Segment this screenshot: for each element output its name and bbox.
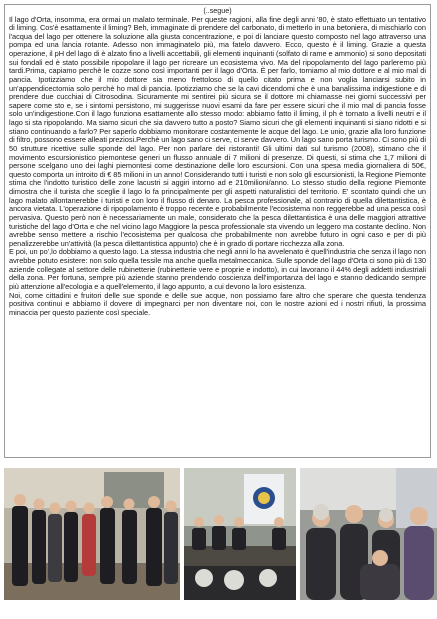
- audience-photo: [300, 468, 437, 600]
- conference-panel-photo: [184, 468, 296, 600]
- article-text-frame: [4, 4, 431, 458]
- article-body: Il lago d'Orta, insomma, era ormai un malato terminale. Per queste ragioni, alla fine degli anni '80, è stato effettuato un tentativo di liming. Cos'è esattamente il liming? Beh, immaginate di prendere del carbonato, di metterlo in una betoniera, di mischiarlo con l'acqua del lago per ottenere la soluzione alla giusta concentrazione, e poi di lanciare questo composto nel lago attraverso una pompa ed una lancia rotante. Adesso non immaginatelo più, ma fatelo davvero. Ecco, questo è il liming. Grazie a questa operazione, il pH del lago di è alzato fino a livelli accettabili, gli elementi inquinanti (solfato di rame e ammonio) si sono depositati sui fondali ed è stato possibile ripopolare il lago per ricreare un ecosistema vivo. Ma del ripopolamento del lago parleremo più tardi.Prima, capiamo perchè le cozze sono così importanti per il lago d'Orta. È per farlo, torniamo al mio dottore e al mio mal di pancia. Ipotizziamo che il mio dottore sia meno frettoloso di quello citato prima e non voglia lanciarsi subito in un'appendicectomia solo perchè ho mal di pancia. Ipotizziamo che se la cavi dicendomi che è una banalissima indigestione e di prendere due cucchiai di Citrosodina. Sicuramente mi sentirei più sicura se il dottore mi chiamasse nei giorni successivi per sapere come sto e, se i sintomi persistono, mi suggerisse nuovi esami da fare per essere sicuri che il mio mal di pancia fosse solo un'indigestione.Con il lago funziona esattamente allo stesso modo: abbiamo fatto il liming, il ph è tornato a livelli neutri e il lago si sta ripopolando. Ma siamo sicuri che sia davvero tutto a posto? Siamo sicuri che gli elementi inquinanti si siano ridotti e si stiano continuando a farlo? Per saperlo dobbiamo monitorare costantemente le acque del lago. Le unio, grazie alla loro funzione di filtro, possono essere alleati preziosi.Perchè un lago sano ci serve, ci serve davvero. Un lago sano porta turismo. Ci sono più di 50 strutture ricettive sulle sponde del lago. Per non parlare dei ristoranti! Gli ultimi dati sul turismo (2008), stimano che il movimento escursionistico piemontese generi un flusso annuale di 7 milioni di presenze. Di questi, si stima che 1,7 milioni di persone scelgano uno dei laghi piemontesi come destinazione delle loro escursioni. Con una spesa media giornaliera di 50€, questo comporta un introito di € 85 milioni in un anno! Considerando tutti i turisti e non solo gli escursionisti, la Regione Piemonte stima che l'indotto turistico delle zone lacustri si aggiri intorno ad e 210milioni/anno. Lo stesso studio della regione Piemonte dimostra che il turista che sceglie il lago lo fa principalmente per gli aspetti naturalistici del territorio. E' scontato quindi che un lago malato allontanerebbe i turisti e con loro il flusso di denaro. La pesca professionale, al contrario di quella dilettantistica, è ancora vietata. L'operazione di ripopolamento è troppo recente e probabilmente l'ecosistema non reggerebbe ad una pesca così pervasiva. Questo però non è necessariamente un male, considerato che la pesca dilettantistica è una delle maggiori attrattive turistiche del lago d'Orta e che nel vicino lago Maggiore la pesca professionale sta vivendo un leggero ma costante declino. Non avrebbe senso mettere a rischio l'ecosistema per qualcosa che probabilmente non avrebbe futuro in ogni caso e per di più penalizzerebbe un'attività (la pesca dilettantistica appunto) che è in grado di portare ricchezza alla zona. E poi, un po',lo dobbiamo a questo lago. La stessa industria che negli anni lo ha avvelenato è quell'industria che senza il lago non avrebbe potuto esistere: non solo quella tessile ma anche quella metalmeccanica. Sulle sponde del lago d'Orta ci sono più di 130 aziende collegate al settore delle rubinetterie (rubinetterie vere e proprie e indotto), in cui lavorano il 44% degli addetti industriali della zona. Per fortuna, sempre più aziende stanno prendendo coscienza dell'importanza del lago e stanno dedicando sempre più attenzione all'ecologia e a quell'elemento, il lago appunto, a cui devono la loro esistenza. Noi, come cittadini e fruitori delle sue sponde e delle sue acque, non possiamo fare altro che sperare che questa tendenza positiva continui e abbiamo il dovere di impegnarci per non diventare noi, con le nostre azioni ed i nostri rifiuti, la prossima minaccia per questo paziente così speciale.: [9, 14, 426, 317]
- continued-marker: (..segue): [203, 6, 232, 15]
- photo-strip: [4, 468, 437, 600]
- group-standing-photo: [4, 468, 180, 600]
